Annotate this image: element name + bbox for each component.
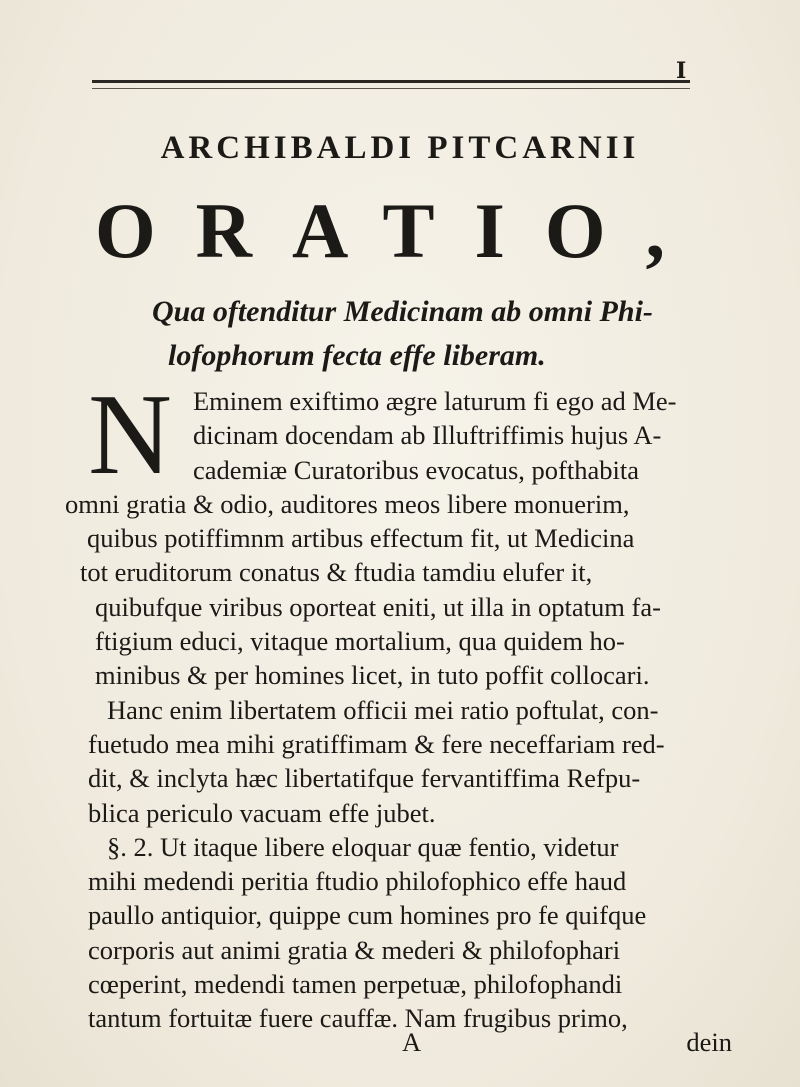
subtitle <box>120 290 720 378</box>
text-line: paullo antiquior, quippe cum homines pro fe quifque <box>88 900 647 931</box>
subtitle-line-2: lofophorum fecta effe liberam. <box>168 339 546 372</box>
author-heading: ARCHIBALDI PITCARNII <box>160 130 640 166</box>
text-line: cademiæ Curatoribus evocatus, pofthabita <box>193 454 639 485</box>
text-line: quibus potiffimnm artibus effectum fit, ut Medicina <box>87 523 635 554</box>
text-line: mihi medendi peritia ftudio philofophico effe haud <box>88 866 627 897</box>
body-text <box>60 371 740 1036</box>
subtitle-line-1: Qua oftenditur Medicinam ab omni Phi- <box>152 295 653 328</box>
header-rule-thin <box>92 88 690 89</box>
text-line: cœperint, medendi tamen perpetuæ, philofophandi <box>88 969 623 1000</box>
page-number: I <box>676 58 687 84</box>
text-line: minibus & per homines licet, in tuto poffit collocari. <box>95 660 650 691</box>
text-line: dicinam docendam ab Illuftriffimis hujus A- <box>193 420 662 451</box>
text-line: omni gratia & odio, auditores meos libere monuerim, <box>65 488 630 519</box>
text-line: Eminem exiftimo ægre laturum fi ego ad Me- <box>193 386 677 416</box>
text-line: tot eruditorum conatus & ftudia tamdiu elufer it, <box>80 557 593 588</box>
text-line: dit, & inclyta hæc libertatifque fervantiffima Refpu- <box>88 763 641 794</box>
text-line: ftigium educi, vitaque mortalium, qua quidem ho- <box>95 626 625 657</box>
text-line: quibufque viribus oporteat eniti, ut illa in optatum fa- <box>95 591 661 622</box>
text-line: fuetudo mea mihi gratiffimam & fere neceffariam red- <box>88 728 665 759</box>
signature-mark: A <box>402 1027 422 1057</box>
text-line: corporis aut animi gratia & mederi & philofophari <box>88 934 621 965</box>
drop-cap: N <box>88 371 172 499</box>
header-rule <box>92 80 690 83</box>
page-footer <box>60 1027 740 1063</box>
text-line: blica periculo vacuam effe jubet. <box>88 797 436 828</box>
text-line: §. 2. Ut itaque libere eloquar quæ fentio, videtur <box>107 831 619 862</box>
title-heading: ORATIO, <box>94 187 706 274</box>
catchword: dein <box>686 1027 732 1057</box>
text-line: tantum fortuitæ fuere cauffæ. Nam frugibus primo, <box>88 1003 628 1034</box>
text-line: Hanc enim libertatem officii mei ratio poftulat, con- <box>107 694 659 725</box>
